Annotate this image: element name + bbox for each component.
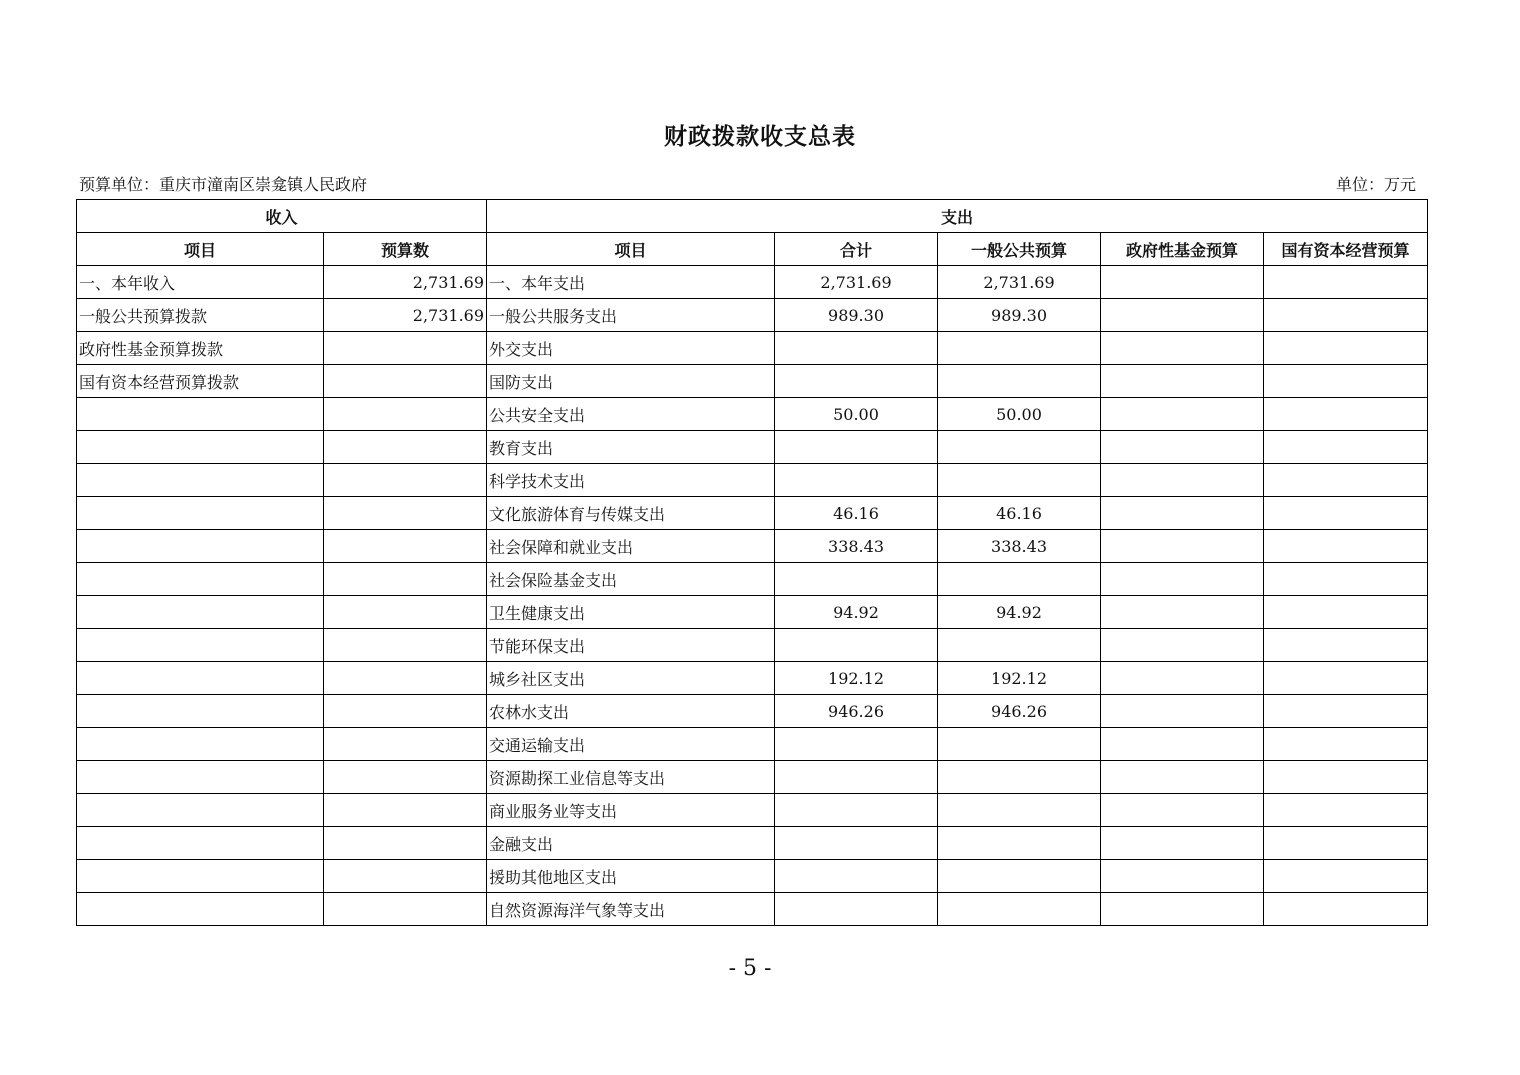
expense-item-cell: 国防支出: [487, 365, 775, 398]
income-amount-cell: [324, 365, 487, 398]
fund-budget-cell: [1101, 497, 1264, 530]
general-budget-cell: [938, 629, 1101, 662]
total-cell: [775, 860, 938, 893]
fund-budget-cell: [1101, 266, 1264, 299]
total-cell: 946.26: [775, 695, 938, 728]
general-budget-cell: 338.43: [938, 530, 1101, 563]
expense-item-cell: 金融支出: [487, 827, 775, 860]
expense-item-cell: 社会保障和就业支出: [487, 530, 775, 563]
state-capital-budget-cell: [1264, 761, 1428, 794]
fund-budget-cell: [1101, 365, 1264, 398]
income-item-cell: [77, 794, 324, 827]
state-capital-budget-cell: [1264, 332, 1428, 365]
income-item-cell: [77, 596, 324, 629]
general-budget-cell: [938, 728, 1101, 761]
table-row: [77, 893, 1428, 926]
expense-group-header: 支出: [487, 200, 1428, 233]
general-budget-cell: 989.30: [938, 299, 1101, 332]
state-capital-budget-cell: [1264, 299, 1428, 332]
income-item-cell: [77, 530, 324, 563]
fund-budget-cell: [1101, 860, 1264, 893]
state-capital-budget-cell: [1264, 794, 1428, 827]
table-row: [77, 530, 1428, 563]
income-item-cell: [77, 629, 324, 662]
income-amount-cell: [324, 464, 487, 497]
fund-budget-cell: [1101, 827, 1264, 860]
total-cell: 192.12: [775, 662, 938, 695]
page-title: 财政拨款收支总表: [664, 123, 856, 150]
income-item-cell: [77, 398, 324, 431]
state-capital-budget-cell: [1264, 464, 1428, 497]
fund-budget-cell: [1101, 629, 1264, 662]
page-number: - 5 -: [728, 956, 772, 981]
fund-budget-cell: [1101, 431, 1264, 464]
table-row: [77, 299, 1428, 332]
general-budget-cell: 2,731.69: [938, 266, 1101, 299]
col-header-expense-item: 项目: [487, 233, 775, 266]
fund-budget-cell: [1101, 299, 1264, 332]
fund-budget-cell: [1101, 695, 1264, 728]
income-item-cell: [77, 761, 324, 794]
income-item-cell: [77, 662, 324, 695]
income-item-cell: [77, 827, 324, 860]
fund-budget-cell: [1101, 794, 1264, 827]
state-capital-budget-cell: [1264, 431, 1428, 464]
col-header-general-budget: 一般公共预算: [938, 233, 1101, 266]
general-budget-cell: 946.26: [938, 695, 1101, 728]
table-row: [77, 332, 1428, 365]
fund-budget-cell: [1101, 761, 1264, 794]
income-item-cell: [77, 464, 324, 497]
budget-summary-table: [76, 199, 1428, 926]
expense-item-cell: 社会保险基金支出: [487, 563, 775, 596]
total-cell: [775, 629, 938, 662]
fund-budget-cell: [1101, 893, 1264, 926]
table-row: [77, 563, 1428, 596]
income-amount-cell: [324, 860, 487, 893]
income-item-cell: [77, 497, 324, 530]
table-row: [77, 860, 1428, 893]
col-header-fund-budget: 政府性基金预算: [1101, 233, 1264, 266]
table-row: [77, 464, 1428, 497]
state-capital-budget-cell: [1264, 530, 1428, 563]
table-row: [77, 365, 1428, 398]
state-capital-budget-cell: [1264, 893, 1428, 926]
total-cell: 989.30: [775, 299, 938, 332]
fund-budget-cell: [1101, 530, 1264, 563]
expense-item-cell: 节能环保支出: [487, 629, 775, 662]
expense-item-cell: 城乡社区支出: [487, 662, 775, 695]
expense-item-cell: 教育支出: [487, 431, 775, 464]
state-capital-budget-cell: [1264, 497, 1428, 530]
income-amount-cell: [324, 794, 487, 827]
state-capital-budget-cell: [1264, 365, 1428, 398]
state-capital-budget-cell: [1264, 860, 1428, 893]
income-item-cell: 一般公共预算拨款: [77, 299, 324, 332]
income-amount-cell: [324, 761, 487, 794]
income-amount-cell: [324, 398, 487, 431]
group-header-row: [77, 200, 1428, 233]
fund-budget-cell: [1101, 662, 1264, 695]
income-amount-cell: [324, 662, 487, 695]
expense-item-cell: 自然资源海洋气象等支出: [487, 893, 775, 926]
col-header-income-amount: 预算数: [324, 233, 487, 266]
col-header-income-item: 项目: [77, 233, 324, 266]
expense-item-cell: 文化旅游体育与传媒支出: [487, 497, 775, 530]
expense-item-cell: 农林水支出: [487, 695, 775, 728]
col-header-total: 合计: [775, 233, 938, 266]
income-amount-cell: [324, 629, 487, 662]
income-amount-cell: [324, 332, 487, 365]
general-budget-cell: [938, 827, 1101, 860]
state-capital-budget-cell: [1264, 827, 1428, 860]
general-budget-cell: [938, 761, 1101, 794]
income-amount-cell: 2,731.69: [324, 299, 487, 332]
table-row: [77, 761, 1428, 794]
col-header-state-capital-budget: 国有资本经营预算: [1264, 233, 1428, 266]
income-amount-cell: [324, 530, 487, 563]
total-cell: [775, 431, 938, 464]
general-budget-cell: [938, 563, 1101, 596]
income-amount-cell: [324, 827, 487, 860]
total-cell: 338.43: [775, 530, 938, 563]
table-row: [77, 431, 1428, 464]
income-amount-cell: [324, 596, 487, 629]
total-cell: [775, 728, 938, 761]
income-amount-cell: 2,731.69: [324, 266, 487, 299]
general-budget-cell: 46.16: [938, 497, 1101, 530]
income-item-cell: [77, 695, 324, 728]
income-item-cell: [77, 431, 324, 464]
column-header-row: [77, 233, 1428, 266]
state-capital-budget-cell: [1264, 662, 1428, 695]
fund-budget-cell: [1101, 464, 1264, 497]
expense-item-cell: 商业服务业等支出: [487, 794, 775, 827]
table-row: [77, 695, 1428, 728]
state-capital-budget-cell: [1264, 596, 1428, 629]
total-cell: 46.16: [775, 497, 938, 530]
total-cell: [775, 464, 938, 497]
income-amount-cell: [324, 893, 487, 926]
total-cell: [775, 893, 938, 926]
income-item-cell: 政府性基金预算拨款: [77, 332, 324, 365]
expense-item-cell: 资源勘探工业信息等支出: [487, 761, 775, 794]
fund-budget-cell: [1101, 563, 1264, 596]
table-row: [77, 398, 1428, 431]
currency-unit-label: 单位：万元: [1336, 175, 1417, 194]
state-capital-budget-cell: [1264, 728, 1428, 761]
total-cell: [775, 827, 938, 860]
income-item-cell: [77, 860, 324, 893]
state-capital-budget-cell: [1264, 695, 1428, 728]
general-budget-cell: [938, 860, 1101, 893]
expense-item-cell: 公共安全支出: [487, 398, 775, 431]
fund-budget-cell: [1101, 728, 1264, 761]
budget-unit-label: 预算单位：重庆市潼南区崇龛镇人民政府: [79, 175, 368, 194]
table-row: [77, 827, 1428, 860]
expense-item-cell: 交通运输支出: [487, 728, 775, 761]
fund-budget-cell: [1101, 398, 1264, 431]
total-cell: [775, 365, 938, 398]
general-budget-cell: [938, 332, 1101, 365]
table-row: [77, 728, 1428, 761]
general-budget-cell: [938, 431, 1101, 464]
total-cell: 94.92: [775, 596, 938, 629]
total-cell: [775, 563, 938, 596]
total-cell: 2,731.69: [775, 266, 938, 299]
table-row: [77, 596, 1428, 629]
fund-budget-cell: [1101, 596, 1264, 629]
general-budget-cell: 94.92: [938, 596, 1101, 629]
fund-budget-cell: [1101, 332, 1264, 365]
total-cell: [775, 332, 938, 365]
table-row: [77, 266, 1428, 299]
total-cell: [775, 794, 938, 827]
income-group-header: 收入: [77, 200, 487, 233]
general-budget-cell: 192.12: [938, 662, 1101, 695]
table-row: [77, 629, 1428, 662]
income-amount-cell: [324, 431, 487, 464]
total-cell: 50.00: [775, 398, 938, 431]
general-budget-cell: 50.00: [938, 398, 1101, 431]
income-amount-cell: [324, 563, 487, 596]
general-budget-cell: [938, 794, 1101, 827]
expense-item-cell: 外交支出: [487, 332, 775, 365]
income-item-cell: 国有资本经营预算拨款: [77, 365, 324, 398]
total-cell: [775, 761, 938, 794]
general-budget-cell: [938, 893, 1101, 926]
expense-item-cell: 科学技术支出: [487, 464, 775, 497]
state-capital-budget-cell: [1264, 266, 1428, 299]
income-amount-cell: [324, 497, 487, 530]
income-item-cell: [77, 893, 324, 926]
table-row: [77, 794, 1428, 827]
income-item-cell: 一、本年收入: [77, 266, 324, 299]
income-item-cell: [77, 563, 324, 596]
table-row: [77, 497, 1428, 530]
general-budget-cell: [938, 464, 1101, 497]
income-amount-cell: [324, 695, 487, 728]
state-capital-budget-cell: [1264, 398, 1428, 431]
expense-item-cell: 卫生健康支出: [487, 596, 775, 629]
table-row: [77, 662, 1428, 695]
expense-item-cell: 一般公共服务支出: [487, 299, 775, 332]
income-amount-cell: [324, 728, 487, 761]
expense-item-cell: 一、本年支出: [487, 266, 775, 299]
income-item-cell: [77, 728, 324, 761]
state-capital-budget-cell: [1264, 563, 1428, 596]
state-capital-budget-cell: [1264, 629, 1428, 662]
expense-item-cell: 援助其他地区支出: [487, 860, 775, 893]
general-budget-cell: [938, 365, 1101, 398]
